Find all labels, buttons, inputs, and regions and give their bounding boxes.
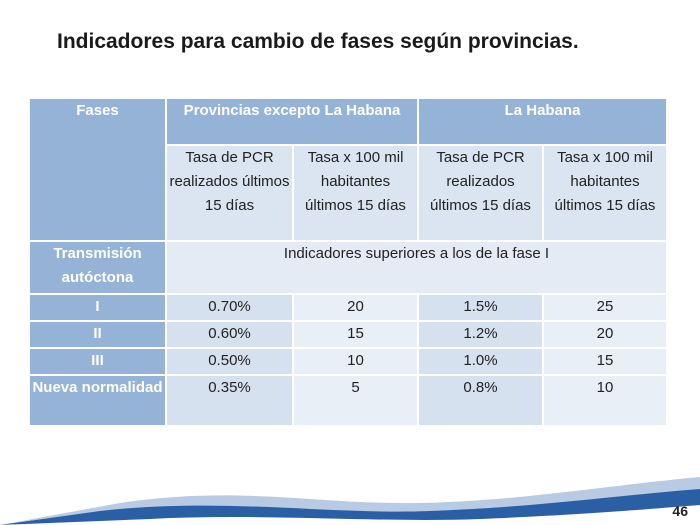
page-number: 46 [672,503,688,519]
subheader-tasa-habana: Tasa x 100 mil habitantes últimos 15 días [543,145,667,241]
row-label-phase: I [29,294,166,321]
row-label-transmision: Transmisión autóctona [29,241,166,294]
slide-title: Indicadores para cambio de fases según provincias. [57,30,579,53]
table-cell: 0.70% [166,294,293,321]
header-provincias: Provincias excepto La Habana [166,98,418,145]
subheader-tasa-provincias: Tasa x 100 mil habitantes últimos 15 días [293,145,418,241]
table-cell: 0.35% [166,375,293,426]
footer-wave-decoration [0,445,700,525]
table-cell: 1.2% [418,321,543,348]
table-cell: 15 [543,348,667,375]
table-cell: 20 [293,294,418,321]
table-cell: 15 [293,321,418,348]
table-header-row [29,98,667,145]
table-cell: 0.8% [418,375,543,426]
subheader-pcr-habana: Tasa de PCR realizados últimos 15 días [418,145,543,241]
table-cell: 0.50% [166,348,293,375]
phases-table [28,97,668,427]
header-fases: Fases [29,98,166,241]
table-cell: 25 [543,294,667,321]
table-cell: 1.0% [418,348,543,375]
row-label-phase: Nueva normalidad [29,375,166,426]
row-label-phase: III [29,348,166,375]
table-row [29,321,667,348]
table-cell: 5 [293,375,418,426]
table-cell: 10 [293,348,418,375]
table-cell: 10 [543,375,667,426]
header-la-habana: La Habana [418,98,667,145]
table-row [29,294,667,321]
table-row [29,375,667,426]
table-cell: 20 [543,321,667,348]
table-row-transmision [29,241,667,294]
row-label-phase: II [29,321,166,348]
transmision-indicators-text: Indicadores superiores a los de la fase I [166,241,667,294]
table-cell: 1.5% [418,294,543,321]
subheader-pcr-provincias: Tasa de PCR realizados últimos 15 días [166,145,293,241]
table-row [29,348,667,375]
table-cell: 0.60% [166,321,293,348]
